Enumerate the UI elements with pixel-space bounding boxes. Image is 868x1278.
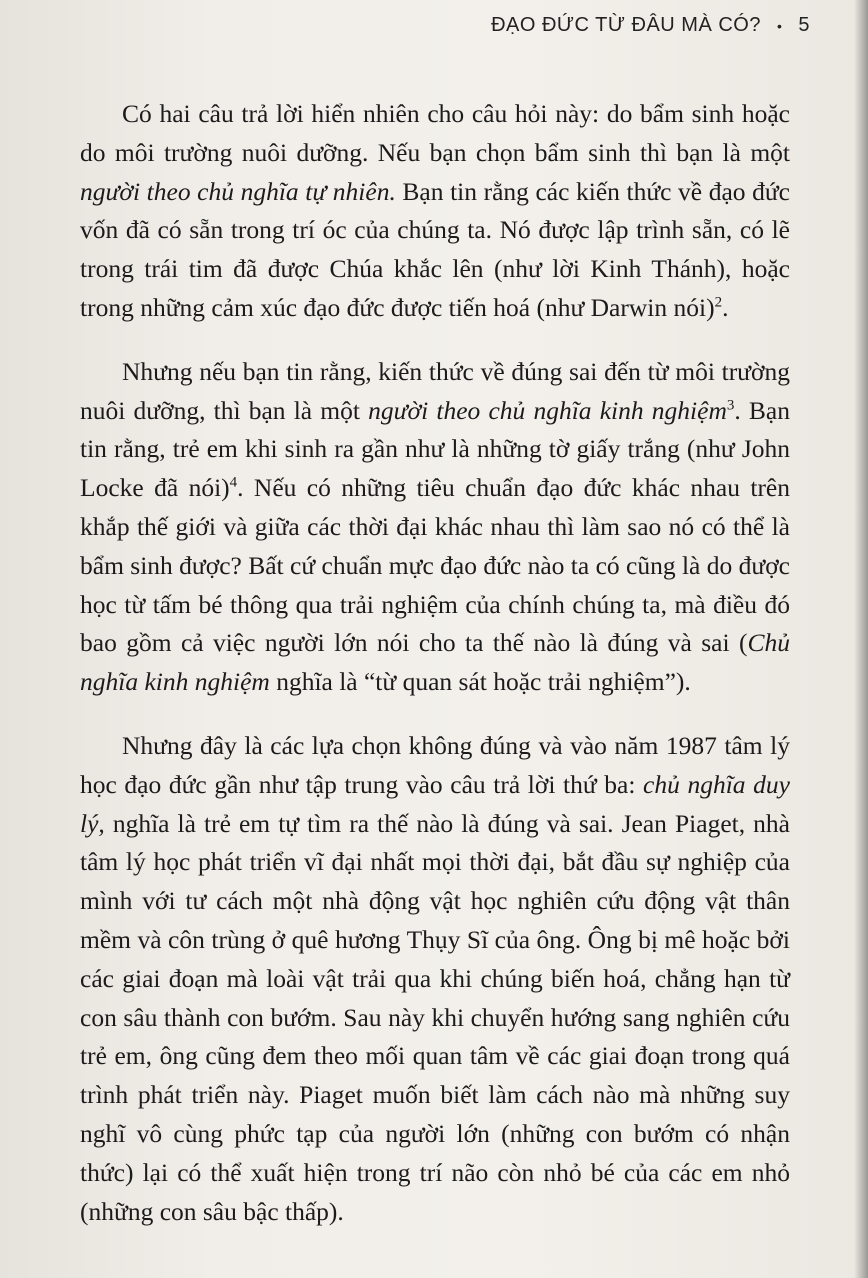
paragraph-3: Nhưng đây là các lựa chọn không đúng và vào năm 1987 tâm lý học đạo đức gần như tập trung vào câu trả lời thứ ba: chủ nghĩa duy lý, nghĩa là trẻ em tự tìm ra thế nào là đúng và sai. Jean Piaget, nhà tâm lý học phát triển vĩ đại nhất mọi thời đại, bắt đầu sự nghiệp của mình với tư cách một nhà động vật học nghiên cứu động vật thân mềm và côn trùng ở quê hương Thụy Sĩ của ông. Ông bị mê hoặc bởi các giai đoạn mà loài vật trải qua khi chúng biến hoá, chẳng hạn từ con sâu thành con bướm. Sau này khi chuyển hướng sang nghiên cứu trẻ em, ông cũng đem theo mối quan tâm về các giai đoạn trong quá trình phát triển này. Piaget muốn biết làm cách nào mà những suy nghĩ vô cùng phức tạp của người lớn (những con bướm có nhận thức) lại có thể xuất hiện trong trí não còn nhỏ bé của các em nhỏ (những con sâu bậc thấp). xyxy=(80,730,790,1226)
italic-term: người theo chủ nghĩa tự nhiên. xyxy=(80,176,396,206)
header-separator: • xyxy=(776,17,783,34)
italic-term: chủ nghĩa duy lý, xyxy=(80,769,790,838)
running-header xyxy=(470,14,810,37)
italic-term: Chủ nghĩa kinh nghiệm xyxy=(80,628,790,697)
footnote-ref: 2 xyxy=(714,294,723,311)
paragraph-2: Nhưng nếu bạn tin rằng, kiến thức về đúng sai đến từ môi trường nuôi dưỡng, thì bạn là một người theo chủ nghĩa kinh nghiệm$^3$. Bạn tin rằng, trẻ em khi sinh ra gần như là những tờ giấy trắng (như John Locke đã nói)$^4$. Nếu có những tiêu chuẩn đạo đức khác nhau trên khắp thế giới và giữa các thời đại khác nhau thì làm sao nó có thể là bẩm sinh được? Bất cứ chuẩn mực đạo đức nào ta có cũng là do được học từ tấm bé thông qua trải nghiệm của chính chúng ta, mà điều đó bao gồm cả việc người lớn nói cho ta thế nào là đúng và sai (Chủ nghĩa kinh nghiệm nghĩa là “từ quan sát hoặc trải nghiệm”). xyxy=(80,356,791,697)
italic-term: người theo chủ nghĩa kinh nghiệm xyxy=(368,395,727,425)
page-edge-shadow xyxy=(854,0,868,1278)
page-number: 5 xyxy=(798,14,810,36)
chapter-title: ĐẠO ĐỨC TỪ ĐÂU MÀ CÓ? xyxy=(491,14,761,36)
paragraph-1: Có hai câu trả lời hiển nhiên cho câu hỏi này: do bẩm sinh hoặc do môi trường nuôi dưỡng. Nếu bạn chọn bẩm sinh thì bạn là một người theo chủ nghĩa tự nhiên. Bạn tin rằng các kiến thức về đạo đức vốn đã có sẵn trong trí óc của chúng ta. Nó được lập trình sẵn, có lẽ trong trái tim đã được Chúa khắc lên (như lời Kinh Thánh), hoặc trong những cảm xúc đạo đức được tiến hoá (như Darwin nói)$^2$. xyxy=(80,99,790,322)
footnote-ref: 4 xyxy=(229,474,238,491)
footnote-ref: 3 xyxy=(726,397,735,414)
body-text xyxy=(80,95,790,1231)
